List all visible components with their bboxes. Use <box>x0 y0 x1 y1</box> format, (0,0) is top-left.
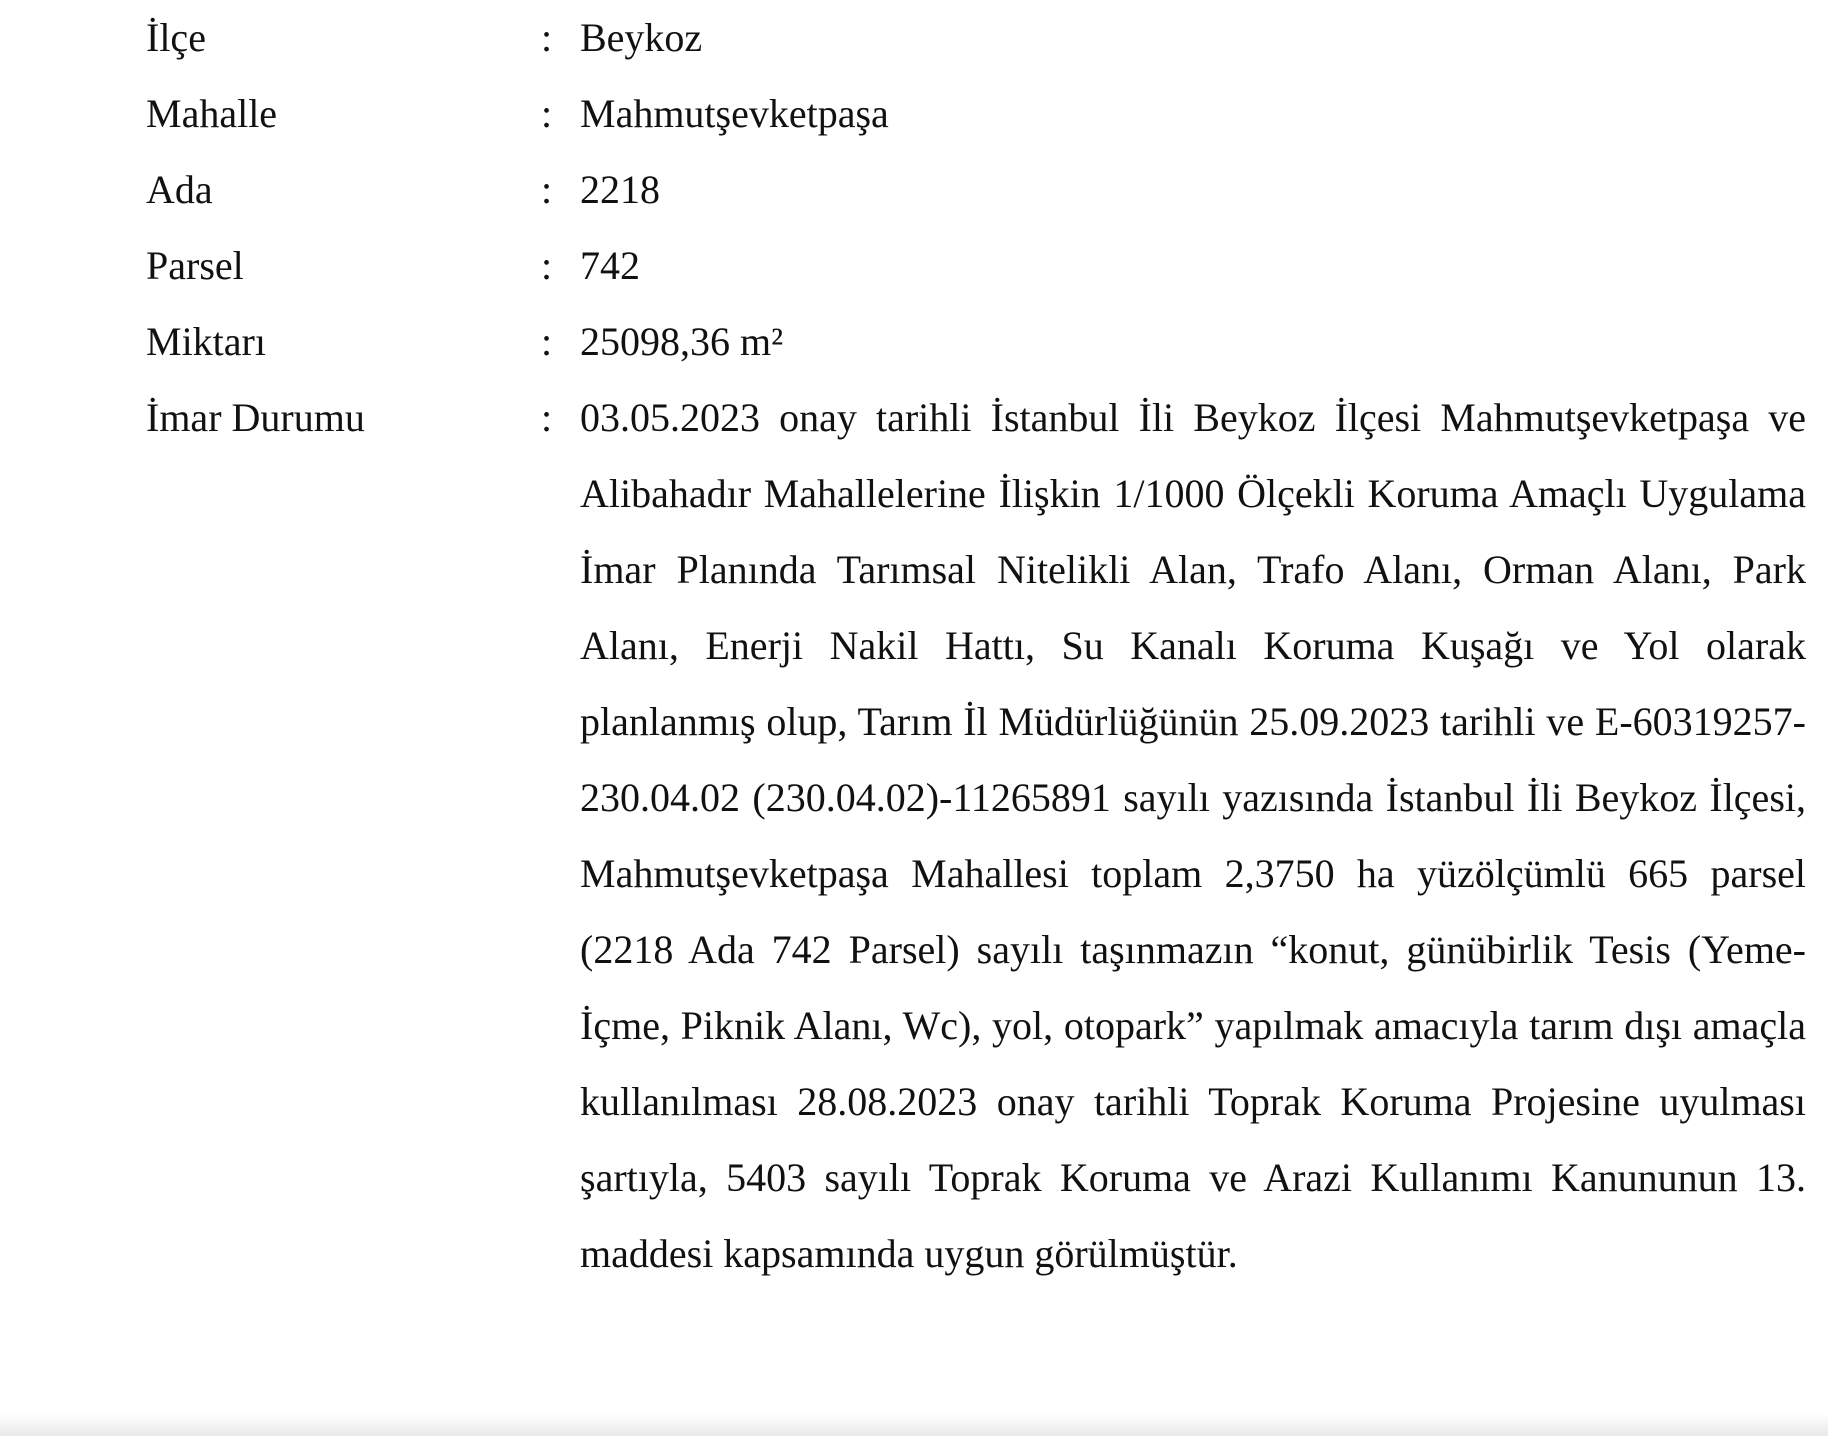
field-value: Mahmutşevketpaşa <box>580 91 889 136</box>
field-label: Miktarı <box>146 319 266 364</box>
field-label: İlçe <box>146 15 206 60</box>
field-value: 742 <box>580 243 640 288</box>
field-separator: : <box>541 91 553 136</box>
page-bottom-shadow <box>0 1414 1828 1436</box>
field-value: Beykoz <box>580 15 703 60</box>
field-label: İmar Durumu <box>146 395 365 440</box>
field-separator: : <box>541 319 553 364</box>
field-value: 25098,36 m² <box>580 319 784 364</box>
zoning-status-paragraph: 03.05.2023 onay tarihli İstanbul İli Beykoz İlçesi Mahmutşevketpaşa ve Alibahadır Mahallelerine İlişkin 1/1000 Ölçekli Koruma Amaçlı Uygulama İmar Planında Tarımsal Nitelikli Alan, Trafo Alanı, Orman Alanı, Park Alanı, Enerji Nakil Hattı, Su Kanalı Koruma Kuşağı ve Yol olarak planlanmış olup, Tarım İl Müdürlüğünün 25.09.2023 tarihli ve E-60319257-230.04.02 (230.04.02)-11265891 sayılı yazısında İstanbul İli Beykoz İlçesi, Mahmutşevketpaşa Mahallesi toplam 2,3750 ha yüzölçümlü 665 parsel (2218 Ada 742 Parsel) sayılı taşınmazın “konut, günübirlik Tesis (Yeme-İçme, Piknik Alanı, Wc), yol, otopark” yapılmak amacıyla tarım dışı amaçla kullanılması 28.08.2023 onay tarihli Toprak Koruma Projesine uyulması şartıyla, 5403 sayılı Toprak Koruma ve Arazi Kullanımı Kanununun 13. maddesi kapsamında uygun görülmüştür. <box>580 395 1806 1276</box>
field-label: Mahalle <box>146 91 278 136</box>
field-separator: : <box>541 395 553 440</box>
field-label: Ada <box>146 167 213 212</box>
field-separator: : <box>541 167 553 212</box>
field-label: Parsel <box>146 243 244 288</box>
field-value: 2218 <box>580 167 660 212</box>
field-separator: : <box>541 15 553 60</box>
field-separator: : <box>541 243 553 288</box>
